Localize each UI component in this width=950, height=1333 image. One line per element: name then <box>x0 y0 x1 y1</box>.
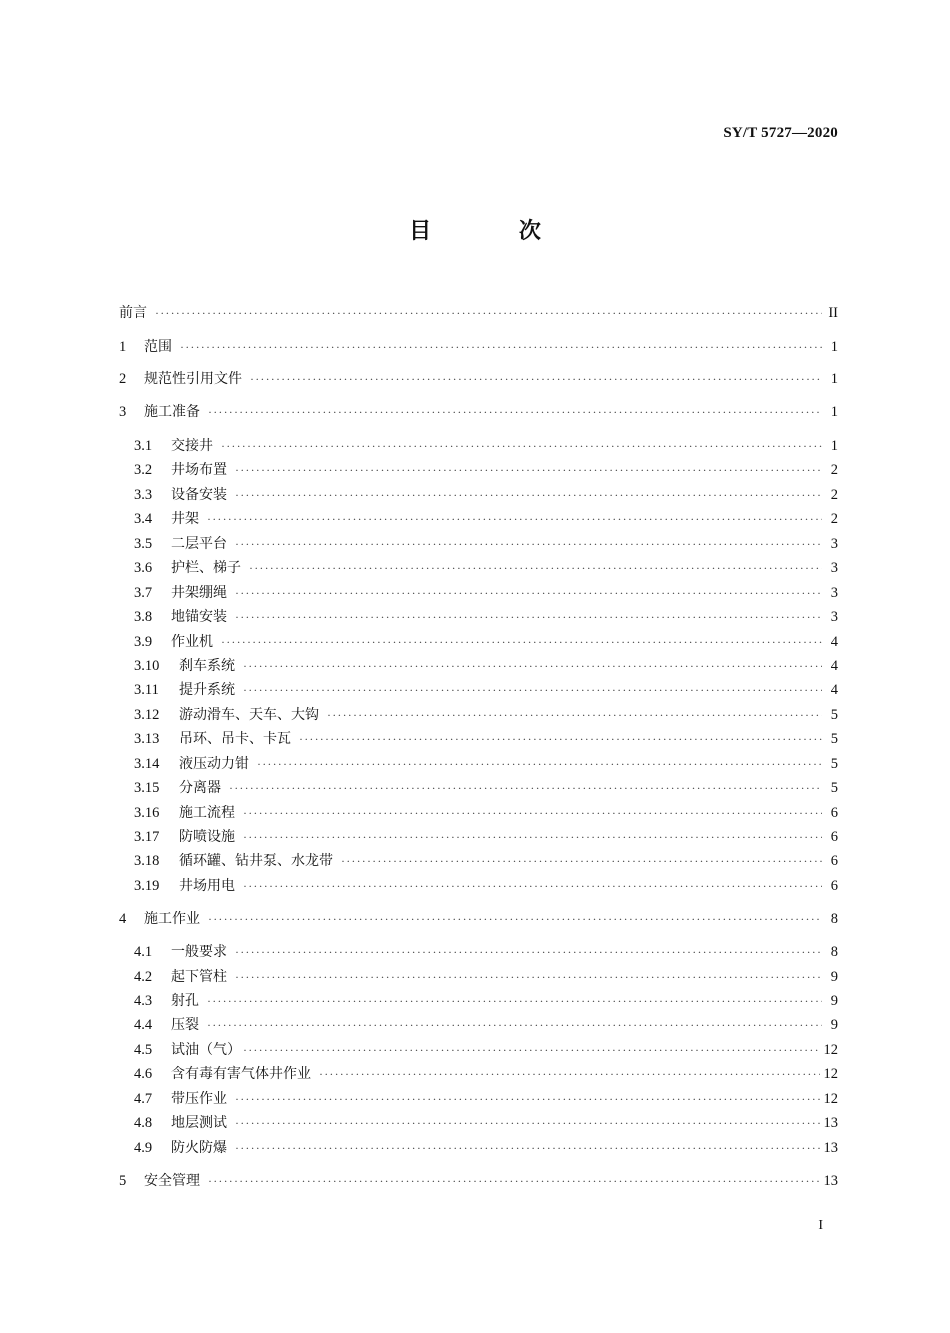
toc-page: 3 <box>830 536 838 552</box>
toc-number: 4.8 <box>134 1115 153 1131</box>
toc-label: 防喷设施 <box>179 829 235 845</box>
toc-page: 3 <box>830 560 838 576</box>
toc-entry[interactable] <box>134 558 838 578</box>
toc-number: 3.15 <box>134 780 160 796</box>
toc-page: 5 <box>830 731 838 747</box>
toc-page: 4 <box>830 658 838 674</box>
toc-page: 9 <box>830 993 838 1009</box>
toc-entry[interactable] <box>134 680 838 700</box>
toc-leader <box>221 436 822 456</box>
toc-entry[interactable] <box>134 656 838 676</box>
toc-entry[interactable] <box>134 1113 838 1133</box>
toc-label: 含有毒有害气体井作业 <box>171 1066 311 1082</box>
toc-label: 施工流程 <box>179 805 235 821</box>
toc-number: 4.3 <box>134 993 153 1009</box>
toc-entry[interactable] <box>134 967 838 987</box>
toc-entry[interactable] <box>134 632 838 652</box>
toc-label: 地层测试 <box>171 1115 227 1131</box>
toc-number: 3.4 <box>134 511 153 527</box>
toc-number: 3.14 <box>134 756 160 772</box>
toc-label: 范围 <box>144 339 172 355</box>
toc-entry[interactable] <box>134 729 838 749</box>
toc-number: 3.1 <box>134 438 153 454</box>
toc-number: 4.7 <box>134 1091 153 1107</box>
toc-leader <box>243 803 822 823</box>
toc-leader <box>208 909 822 929</box>
toc-label: 液压动力钳 <box>179 756 249 772</box>
toc-label: 射孔 <box>171 993 199 1009</box>
toc-entry[interactable] <box>134 1089 838 1109</box>
toc-number: 3.3 <box>134 487 153 503</box>
toc-entry[interactable] <box>134 534 838 554</box>
toc-entry[interactable] <box>119 337 838 357</box>
toc-label: 分离器 <box>179 780 221 796</box>
toc-label: 安全管理 <box>144 1173 200 1189</box>
toc-number: 5 <box>119 1173 127 1189</box>
toc-entry[interactable] <box>134 803 838 823</box>
toc-label: 提升系统 <box>179 682 235 698</box>
toc-number: 4 <box>119 911 127 927</box>
toc-label: 井场布置 <box>171 462 227 478</box>
toc-page: 4 <box>830 682 838 698</box>
toc-label: 护栏、梯子 <box>171 560 241 576</box>
toc-leader <box>155 303 822 323</box>
toc-number: 4.2 <box>134 969 153 985</box>
toc-leader <box>207 1015 822 1035</box>
toc-page: 13 <box>823 1115 838 1131</box>
toc-label: 施工准备 <box>144 404 200 420</box>
toc-number: 2 <box>119 371 127 387</box>
toc-entry[interactable] <box>134 876 838 896</box>
toc-entry[interactable] <box>134 1015 838 1035</box>
toc-label: 交接井 <box>171 438 213 454</box>
toc-number: 3.10 <box>134 658 160 674</box>
toc-leader <box>208 402 822 422</box>
toc-label: 井架 <box>171 511 199 527</box>
toc-entry[interactable] <box>134 607 838 627</box>
toc-page: 13 <box>823 1140 838 1156</box>
toc-label: 循环罐、钻井泵、水龙带 <box>179 853 333 869</box>
page-title: 目 次 <box>409 219 581 244</box>
toc-label: 井场用电 <box>179 878 235 894</box>
toc-number: 1 <box>119 339 127 355</box>
toc-leader <box>235 460 822 480</box>
toc-entry[interactable] <box>134 460 838 480</box>
toc-entry[interactable] <box>119 1171 838 1191</box>
toc-entry[interactable] <box>134 942 838 962</box>
toc-leader <box>327 705 822 725</box>
toc-label: 压裂 <box>171 1017 199 1033</box>
toc-entry[interactable] <box>134 1040 838 1060</box>
toc-label: 地锚安装 <box>171 609 227 625</box>
toc-entry[interactable] <box>134 436 838 456</box>
toc-entry[interactable] <box>134 778 838 798</box>
toc-number: 3.2 <box>134 462 153 478</box>
toc-number: 3.16 <box>134 805 160 821</box>
toc-leader <box>243 827 822 847</box>
toc-label: 一般要求 <box>171 944 227 960</box>
toc-leader <box>180 337 822 357</box>
toc-entry[interactable] <box>134 509 838 529</box>
toc-page: 12 <box>823 1042 838 1058</box>
toc-leader <box>243 876 822 896</box>
toc-page: 8 <box>830 911 838 927</box>
toc-label: 井架绷绳 <box>171 585 227 601</box>
toc-entry[interactable] <box>134 851 838 871</box>
toc-entry[interactable] <box>134 754 838 774</box>
toc-page: 5 <box>830 707 838 723</box>
toc-leader <box>235 1138 820 1158</box>
toc-leader <box>235 1113 820 1133</box>
toc-page: 8 <box>830 944 838 960</box>
page-number: I <box>818 1218 823 1233</box>
toc-leader <box>341 851 822 871</box>
toc-page: 1 <box>830 371 838 387</box>
toc-page: 5 <box>830 780 838 796</box>
toc-page: 3 <box>830 585 838 601</box>
toc-page: 12 <box>823 1066 838 1082</box>
toc-label: 起下管柱 <box>171 969 227 985</box>
toc-entry[interactable] <box>134 705 838 725</box>
toc-leader <box>249 558 822 578</box>
toc-leader <box>243 680 822 700</box>
toc-number: 3.19 <box>134 878 160 894</box>
toc-leader <box>235 967 822 987</box>
toc-entry[interactable] <box>134 991 838 1011</box>
toc-leader <box>243 656 822 676</box>
toc-page: 12 <box>823 1091 838 1107</box>
toc-page: II <box>828 305 838 321</box>
toc-entry[interactable] <box>134 827 838 847</box>
toc-leader <box>235 607 822 627</box>
toc-label: 前言 <box>119 305 147 321</box>
toc-entry-preface[interactable] <box>119 303 838 323</box>
toc-label: 规范性引用文件 <box>144 371 242 387</box>
toc-number: 4.9 <box>134 1140 153 1156</box>
toc-label: 游动滑车、天车、大钩 <box>179 707 319 723</box>
toc-page: 13 <box>823 1173 838 1189</box>
toc-page: 9 <box>830 969 838 985</box>
toc-label: 刹车系统 <box>179 658 235 674</box>
toc-label: 设备安装 <box>171 487 227 503</box>
toc-number: 3.8 <box>134 609 153 625</box>
toc-label: 吊环、吊卡、卡瓦 <box>179 731 291 747</box>
toc-page: 2 <box>830 487 838 503</box>
toc-page: 6 <box>830 878 838 894</box>
toc-leader <box>235 485 822 505</box>
toc-number: 3.9 <box>134 634 153 650</box>
toc-entry[interactable] <box>134 1138 838 1158</box>
toc-page: 2 <box>830 511 838 527</box>
toc-leader <box>257 754 822 774</box>
toc-label: 防火防爆 <box>171 1140 227 1156</box>
toc-entry[interactable] <box>119 369 838 389</box>
toc-entry[interactable] <box>119 402 838 422</box>
toc-leader <box>208 1171 820 1191</box>
toc-number: 3 <box>119 404 127 420</box>
toc-page: 4 <box>830 634 838 650</box>
toc-page: 3 <box>830 609 838 625</box>
toc-label: 试油（气） <box>171 1042 241 1058</box>
toc-leader <box>207 509 822 529</box>
toc-page: 6 <box>830 853 838 869</box>
toc-number: 4.6 <box>134 1066 153 1082</box>
toc-label: 施工作业 <box>144 911 200 927</box>
toc-number: 3.5 <box>134 536 153 552</box>
standard-code: SY/T 5727—2020 <box>723 125 838 141</box>
toc-leader <box>235 942 822 962</box>
toc-number: 3.17 <box>134 829 160 845</box>
toc-page: 6 <box>830 805 838 821</box>
toc-label: 二层平台 <box>171 536 227 552</box>
toc-number: 3.18 <box>134 853 160 869</box>
toc-page: 1 <box>830 404 838 420</box>
toc-leader <box>235 1089 820 1109</box>
toc-leader <box>235 583 822 603</box>
toc-label: 带压作业 <box>171 1091 227 1107</box>
toc-entry[interactable] <box>134 485 838 505</box>
toc-leader <box>221 632 822 652</box>
toc-number: 3.7 <box>134 585 153 601</box>
toc-page: 1 <box>830 339 838 355</box>
toc-leader <box>207 991 822 1011</box>
toc-entry[interactable] <box>134 1064 838 1084</box>
toc-page: 9 <box>830 1017 838 1033</box>
toc-page: 2 <box>830 462 838 478</box>
toc-page: 5 <box>830 756 838 772</box>
toc-number: 3.13 <box>134 731 160 747</box>
toc-leader <box>299 729 822 749</box>
toc-leader <box>243 1040 820 1060</box>
toc-number: 3.11 <box>134 682 159 698</box>
toc-entry[interactable] <box>134 583 838 603</box>
toc-entry[interactable] <box>119 909 838 929</box>
toc-leader <box>235 534 822 554</box>
toc-leader <box>250 369 822 389</box>
toc-leader <box>319 1064 820 1084</box>
toc-leader <box>229 778 822 798</box>
toc-number: 4.5 <box>134 1042 153 1058</box>
toc-number: 4.1 <box>134 944 153 960</box>
toc-number: 3.6 <box>134 560 153 576</box>
toc-label: 作业机 <box>171 634 213 650</box>
toc-number: 3.12 <box>134 707 160 723</box>
toc-page: 1 <box>830 438 838 454</box>
toc-page: 6 <box>830 829 838 845</box>
toc-number: 4.4 <box>134 1017 153 1033</box>
